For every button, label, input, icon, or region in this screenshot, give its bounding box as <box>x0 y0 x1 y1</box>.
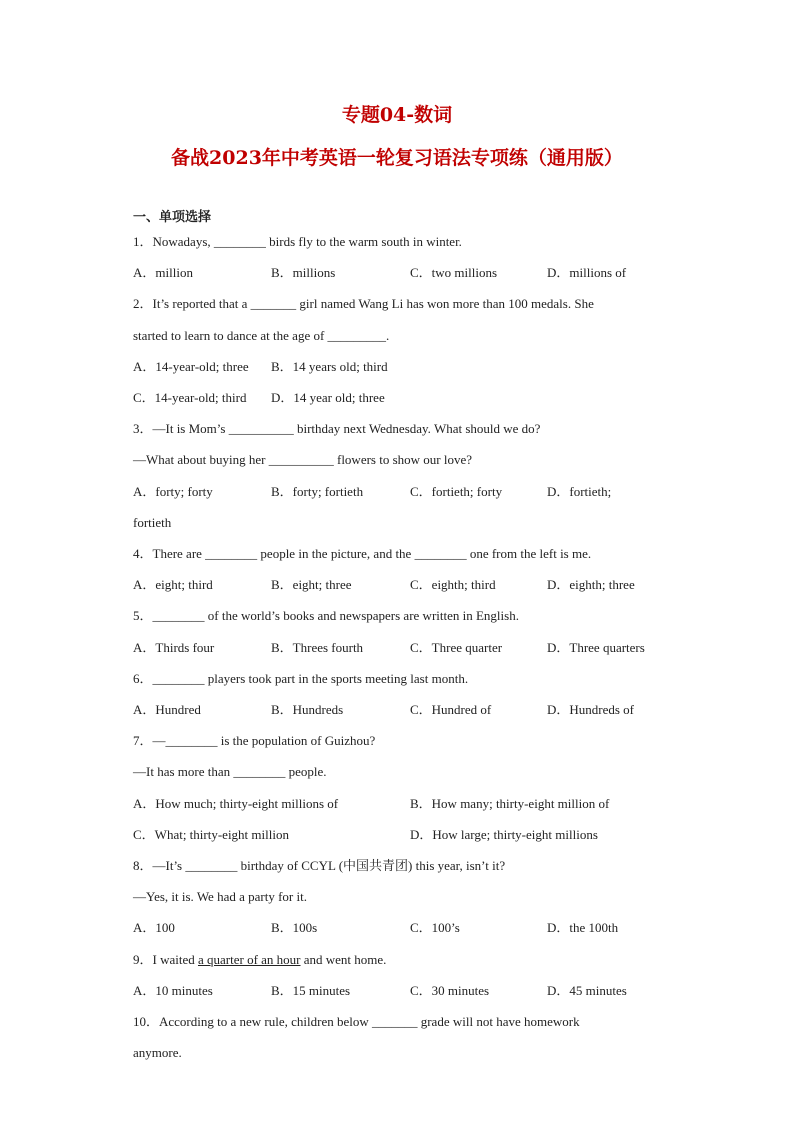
q2-option-d: D．14 year old; three <box>271 390 385 405</box>
q9-stem-post: and went home. <box>300 952 387 967</box>
question-8-stem: 8．—It’s ________ birthday of CCYL (中国共青团) this year, isn’t it? <box>133 858 506 873</box>
question-7-stem-cont: —It has more than ________ people. <box>133 764 327 779</box>
question-7-stem: 7．—________ is the population of Guizhou? <box>133 733 376 748</box>
q7-option-c: C．What; thirty-eight million <box>133 827 289 842</box>
q6-option-a: A．Hundred <box>133 702 201 717</box>
q4-option-d: D．eighth; three <box>547 577 635 592</box>
q2-option-c: C．14-year-old; third <box>133 390 247 405</box>
q8-option-a: A．100 <box>133 920 175 935</box>
q2-option-a: A．14-year-old; three <box>133 359 249 374</box>
q1-option-b: B．millions <box>271 265 336 280</box>
q9-option-a: A．10 minutes <box>133 983 213 998</box>
q9-underlined-phrase: a quarter of an hour <box>197 952 301 967</box>
doc-title: 专题04-数词 <box>341 104 453 126</box>
q1-option-d: D．millions of <box>547 265 627 280</box>
q3-option-c: C．fortieth; forty <box>410 484 503 499</box>
q5-option-a: A．Thirds four <box>133 640 215 655</box>
q8-option-c: C．100’s <box>410 920 460 935</box>
q6-option-b: B．Hundreds <box>271 702 344 717</box>
question-5-stem: 5．________ of the world’s books and newspapers are written in English. <box>133 608 519 623</box>
q1-option-a: A．million <box>133 265 193 280</box>
q5-option-c: C．Three quarter <box>410 640 503 655</box>
q4-option-b: B．eight; three <box>271 577 352 592</box>
q3-option-d-cont: fortieth <box>133 515 172 530</box>
question-6-stem: 6．________ players took part in the sports meeting last month. <box>133 671 469 686</box>
question-8-stem-cont: —Yes, it is. We had a party for it. <box>133 889 307 904</box>
q4-option-a: A．eight; third <box>133 577 213 592</box>
question-2-stem-cont: started to learn to dance at the age of _________. <box>133 328 390 343</box>
q6-option-c: C．Hundred of <box>410 702 492 717</box>
question-2-stem: 2．It’s reported that a _______ girl named Wang Li has won more than 100 medals. She <box>133 296 594 311</box>
q6-option-d: D．Hundreds of <box>547 702 635 717</box>
q9-option-d: D．45 minutes <box>547 983 627 998</box>
q3-option-b: B．forty; fortieth <box>271 484 364 499</box>
q3-option-a: A．forty; forty <box>133 484 213 499</box>
question-4-stem: 4．There are ________ people in the picture, and the ________ one from the left is me. <box>133 546 592 561</box>
section-heading: 一、单项选择 <box>133 210 212 225</box>
q4-option-c: C．eighth; third <box>410 577 496 592</box>
q1-option-c: C．two millions <box>410 265 498 280</box>
q5-option-b: B．Threes fourth <box>271 640 364 655</box>
doc-subtitle: 备战2023年中考英语一轮复习语法专项练（通用版） <box>171 147 623 169</box>
q7-option-b: B．How many; thirty-eight million of <box>410 796 610 811</box>
q5-option-d: D．Three quarters <box>547 640 645 655</box>
q8-option-d: D．the 100th <box>547 920 619 935</box>
q9-option-c: C．30 minutes <box>410 983 490 998</box>
question-3-stem-cont: —What about buying her __________ flowers to show our love? <box>133 452 473 467</box>
q3-option-d: D．fortieth; <box>547 484 612 499</box>
question-9-stem <box>133 952 386 968</box>
question-1-stem: 1．Nowadays, ________ birds fly to the warm south in winter. <box>133 234 462 249</box>
q7-option-d: D．How large; thirty-eight millions <box>410 827 598 842</box>
q9-option-b: B．15 minutes <box>271 983 351 998</box>
question-10-stem: 10．According to a new rule, children below _______ grade will not have homework <box>133 1014 580 1029</box>
q7-option-a: A．How much; thirty-eight millions of <box>133 796 339 811</box>
q2-option-b: B．14 years old; third <box>271 359 388 374</box>
question-3-stem: 3．—It is Mom’s __________ birthday next Wednesday. What should we do? <box>133 421 541 436</box>
q9-stem-pre: 9．I waited <box>133 952 198 967</box>
q8-option-b: B．100s <box>271 920 318 935</box>
question-10-stem-cont: anymore. <box>133 1045 182 1060</box>
